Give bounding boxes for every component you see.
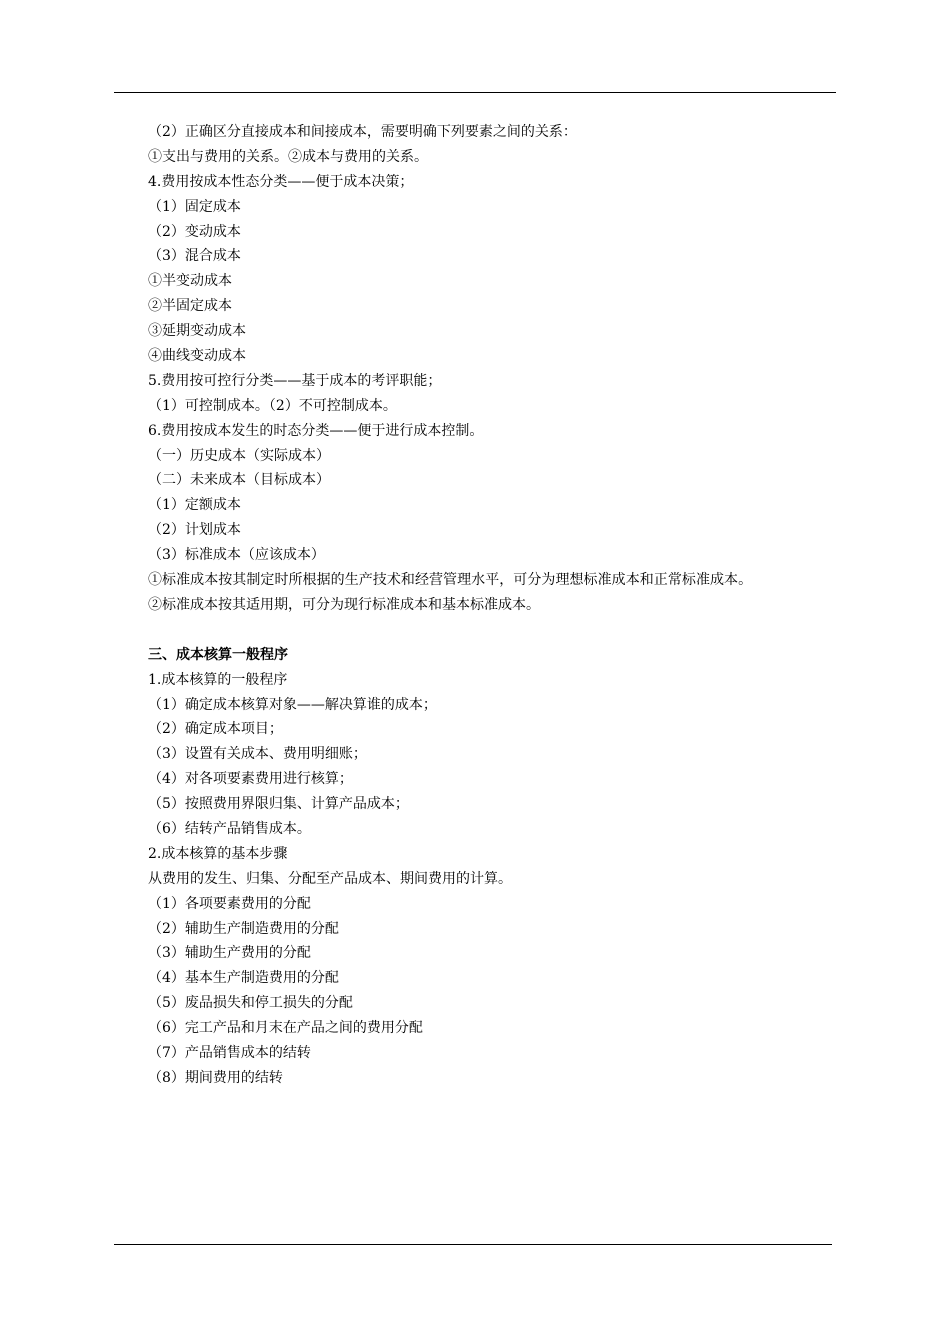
text-line: （1）各项要素费用的分配 (148, 895, 311, 912)
blank-line (114, 618, 838, 643)
text-line: ③延期变动成本 (148, 323, 246, 340)
header-rule (114, 92, 836, 93)
text-line: （3）辅助生产费用的分配 (148, 945, 311, 962)
cost-classification-list (114, 120, 838, 568)
text-line: （3）标准成本（应该成本） (148, 547, 325, 564)
text-line: （1）确定成本核算对象——解决算谁的成本； (148, 696, 437, 713)
text-line: （2）正确区分直接成本和间接成本，需要明确下列要素之间的关系： (148, 124, 577, 140)
text-line: （2）确定成本项目； (148, 721, 283, 738)
standard-cost-paragraph: ①标准成本按其制定时所根据的生产技术和经营管理水平，可分为理想标准成本和正常标准成本。 (148, 572, 753, 589)
text-line: （一）历史成本（实际成本） (148, 447, 330, 464)
text-line: 6.费用按成本发生的时态分类——便于进行成本控制。 (148, 422, 484, 439)
text-line: （二）未来成本（目标成本） (148, 472, 330, 489)
text-line: （4）基本生产制造费用的分配 (148, 970, 339, 987)
text-line: ①支出与费用的关系。②成本与费用的关系。 (148, 148, 428, 165)
text-line: （5）按照费用界限归集、计算产品成本； (148, 796, 409, 813)
text-line: （3）设置有关成本、费用明细账； (148, 746, 367, 763)
text-line: ①半变动成本 (148, 273, 232, 290)
text-line: 2.成本核算的基本步骤 (148, 845, 288, 862)
text-line: （1）固定成本 (148, 198, 241, 215)
text-line: （7）产品销售成本的结转 (148, 1044, 311, 1061)
text-line: （1）定额成本 (148, 497, 241, 514)
text-line: （6）完工产品和月末在产品之间的费用分配 (148, 1020, 423, 1037)
text-line: （1）可控制成本。（2）不可控制成本。 (148, 397, 397, 414)
text-line: （5）废品损失和停工损失的分配 (148, 995, 353, 1012)
text-line: （3）混合成本 (148, 248, 241, 265)
text-line: （6）结转产品销售成本。 (148, 820, 311, 837)
text-line: 1.成本核算的一般程序 (148, 671, 288, 688)
text-line: （2）辅助生产制造费用的分配 (148, 920, 339, 937)
standard-cost-period-list (114, 593, 838, 618)
text-line: ②标准成本按其适用期，可分为现行标准成本和基本标准成本。 (148, 596, 540, 613)
text-line: 5.费用按可控行分类——基于成本的考评职能； (148, 372, 442, 389)
text-line: 4.费用按成本性态分类——便于成本决策； (148, 173, 414, 190)
text-line: 从费用的发生、归集、分配至产品成本、期间费用的计算。 (148, 870, 512, 887)
text-line: ②半固定成本 (148, 298, 232, 315)
footer-rule (114, 1244, 832, 1245)
text-line: （8）期间费用的结转 (148, 1069, 283, 1086)
text-line: （4）对各项要素费用进行核算； (148, 771, 353, 788)
text-line: ④曲线变动成本 (148, 348, 246, 365)
section-heading: 三、成本核算一般程序 (148, 646, 288, 663)
document-body (114, 120, 838, 1091)
cost-accounting-procedure-list (114, 668, 838, 1091)
text-line: （2）变动成本 (148, 223, 241, 240)
text-line: （2）计划成本 (148, 522, 241, 539)
